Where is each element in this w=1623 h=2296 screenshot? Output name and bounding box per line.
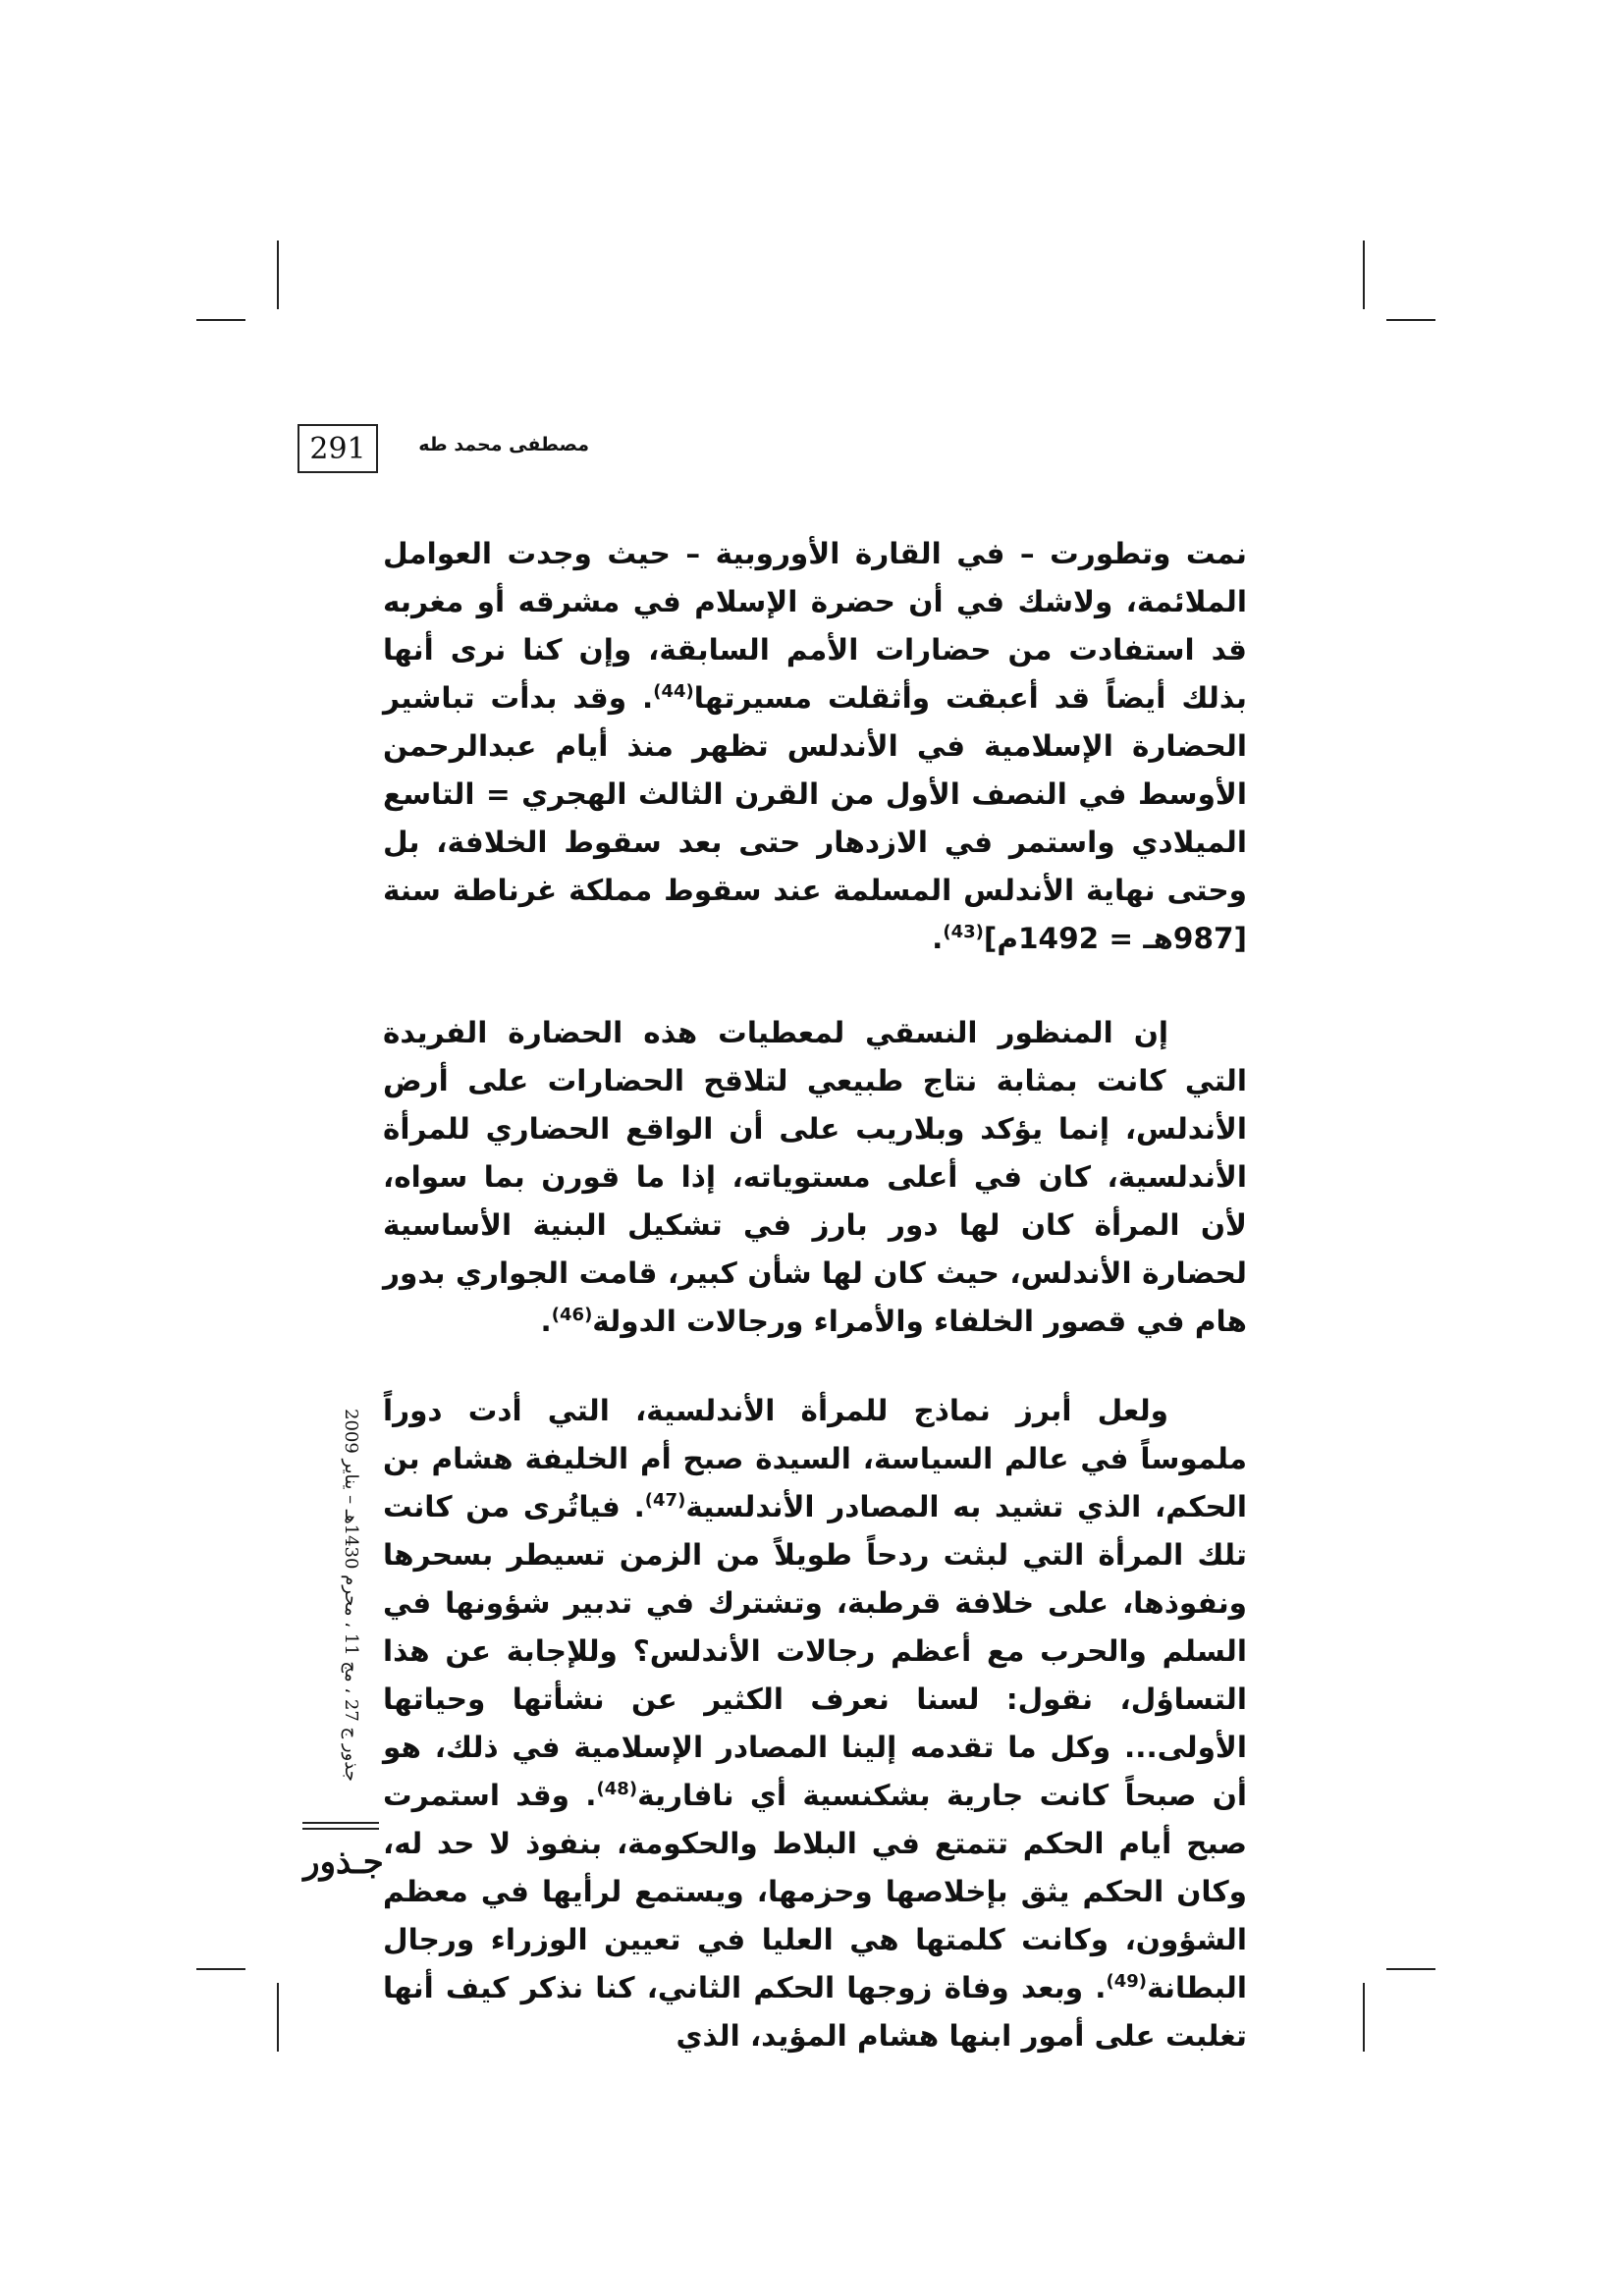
body-text (383, 530, 1247, 2060)
divider (302, 1822, 379, 1824)
text-run: . وبعد وفاة زوجها الحكم الثاني، كنا نذكر كيف أنها تغلبت على أمور ابنها هشام المؤيد، الذي (383, 1971, 1247, 2053)
crop-mark (1386, 319, 1435, 321)
footnote-ref[interactable]: (47) (644, 1490, 686, 1512)
text-run: ولعل أبرز نماذج للمرأة الأندلسية، التي أدت دوراً ملموساً في عالم السياسة، السيدة صبح أم الخليفة هشام بن الحكم، الذي تشيد به المصادر الأندلسية (383, 1394, 1247, 1523)
footnote-ref[interactable]: (49) (1106, 1971, 1147, 1993)
text-run: . وقد استمرت صبح أيام الحكم تتمتع في البلاط والحكومة، بنفوذ لا حد له، وكان الحكم يثق بإخلاصها وحزمها، ويستمع لرأيها في معظم الشؤون، وكانت كلمتها هي العليا في تعيين الوزراء ورجال البطانة (383, 1779, 1247, 2004)
text-run: . وقد بدأت تباشير الحضارة الإسلامية في الأندلس تظهر منذ أيام عبدالرحمن الأوسط في النصف الأول من القرن الثالث الهجري = التاسع الميلادي واستمر في الازدهار حتى بعد سقوط الخلافة، بل وحتى نهاية الأندلس المسلمة عند سقوط مملكة غرناطة سنة [987هـ = 1492م] (383, 681, 1247, 955)
crop-mark (196, 1968, 245, 1970)
text-run: . (540, 1305, 552, 1338)
crop-mark (277, 1983, 279, 2052)
text-run: نمت وتطورت – في القارة الأوروبية – حيث وجدت العوامل الملائمة، ولاشك في أن حضرة الإسلام في مشرقه أو مغربه قد استفادت من حضارات الأمم السابقة، وإن كنا نرى أنها بذلك أيضاً قد أعبقت وأثقلت مسيرتها (383, 537, 1247, 715)
running-header-author: مصطفى محمد طه (418, 434, 589, 455)
paragraph (383, 530, 1247, 963)
crop-mark (277, 240, 279, 309)
divider (302, 1828, 379, 1830)
footnote-ref[interactable]: (43) (943, 922, 984, 943)
crop-mark (196, 319, 245, 321)
footnote-ref[interactable]: (44) (653, 681, 694, 703)
footnote-ref[interactable]: (46) (551, 1305, 593, 1326)
paragraph (383, 1009, 1247, 1346)
crop-mark (1386, 1968, 1435, 1970)
text-run: . (932, 922, 944, 955)
paragraph (383, 1387, 1247, 2060)
text-run: . فياتُرى من كانت تلك المرأة التي لبثت ردحاً طويلاً من الزمن تسيطر بسحرها ونفوذها، على خلافة قرطبة، وتشترك في تدبير شؤونها في السلم والحرب مع أعظم رجالات الأندلس؟ وللإجابة عن هذا التساؤل، نقول: لسنا نعرف الكثير عن نشأتها وحياتها الأولى... وكل ما تقدمه إلينا المصادر الإسلامية في ذلك، هو أن صبحاً كانت جارية بشكنسية أي نافارية (383, 1490, 1247, 1812)
crop-mark (1363, 240, 1365, 309)
journal-logo: جـذور (303, 1842, 384, 1882)
page-number: 291 (298, 424, 378, 473)
footnote-ref[interactable]: (48) (596, 1779, 638, 1800)
crop-mark (1363, 1983, 1365, 2052)
text-run: إن المنظور النسقي لمعطيات هذه الحضارة الفريدة التي كانت بمثابة نتاج طبيعي لتلاقح الحضارات على أرض الأندلس، إنما يؤكد وبلاريب على أن الواقع الحضاري للمرأة الأندلسية، كان في أعلى مستوياته، إذا ما قورن بما سواه، لأن المرأة كان لها دور بارز في تشكيل البنية الأساسية لحضارة الأندلس، حيث كان لها شأن كبير، قامت الجواري بدور هام في قصور الخلفاء والأمراء ورجالات الدولة (383, 1016, 1247, 1338)
journal-issue-info: جذور ج 27 ، مج 11 ، محرم 1430هـ – يناير 2009 (341, 1409, 361, 1782)
